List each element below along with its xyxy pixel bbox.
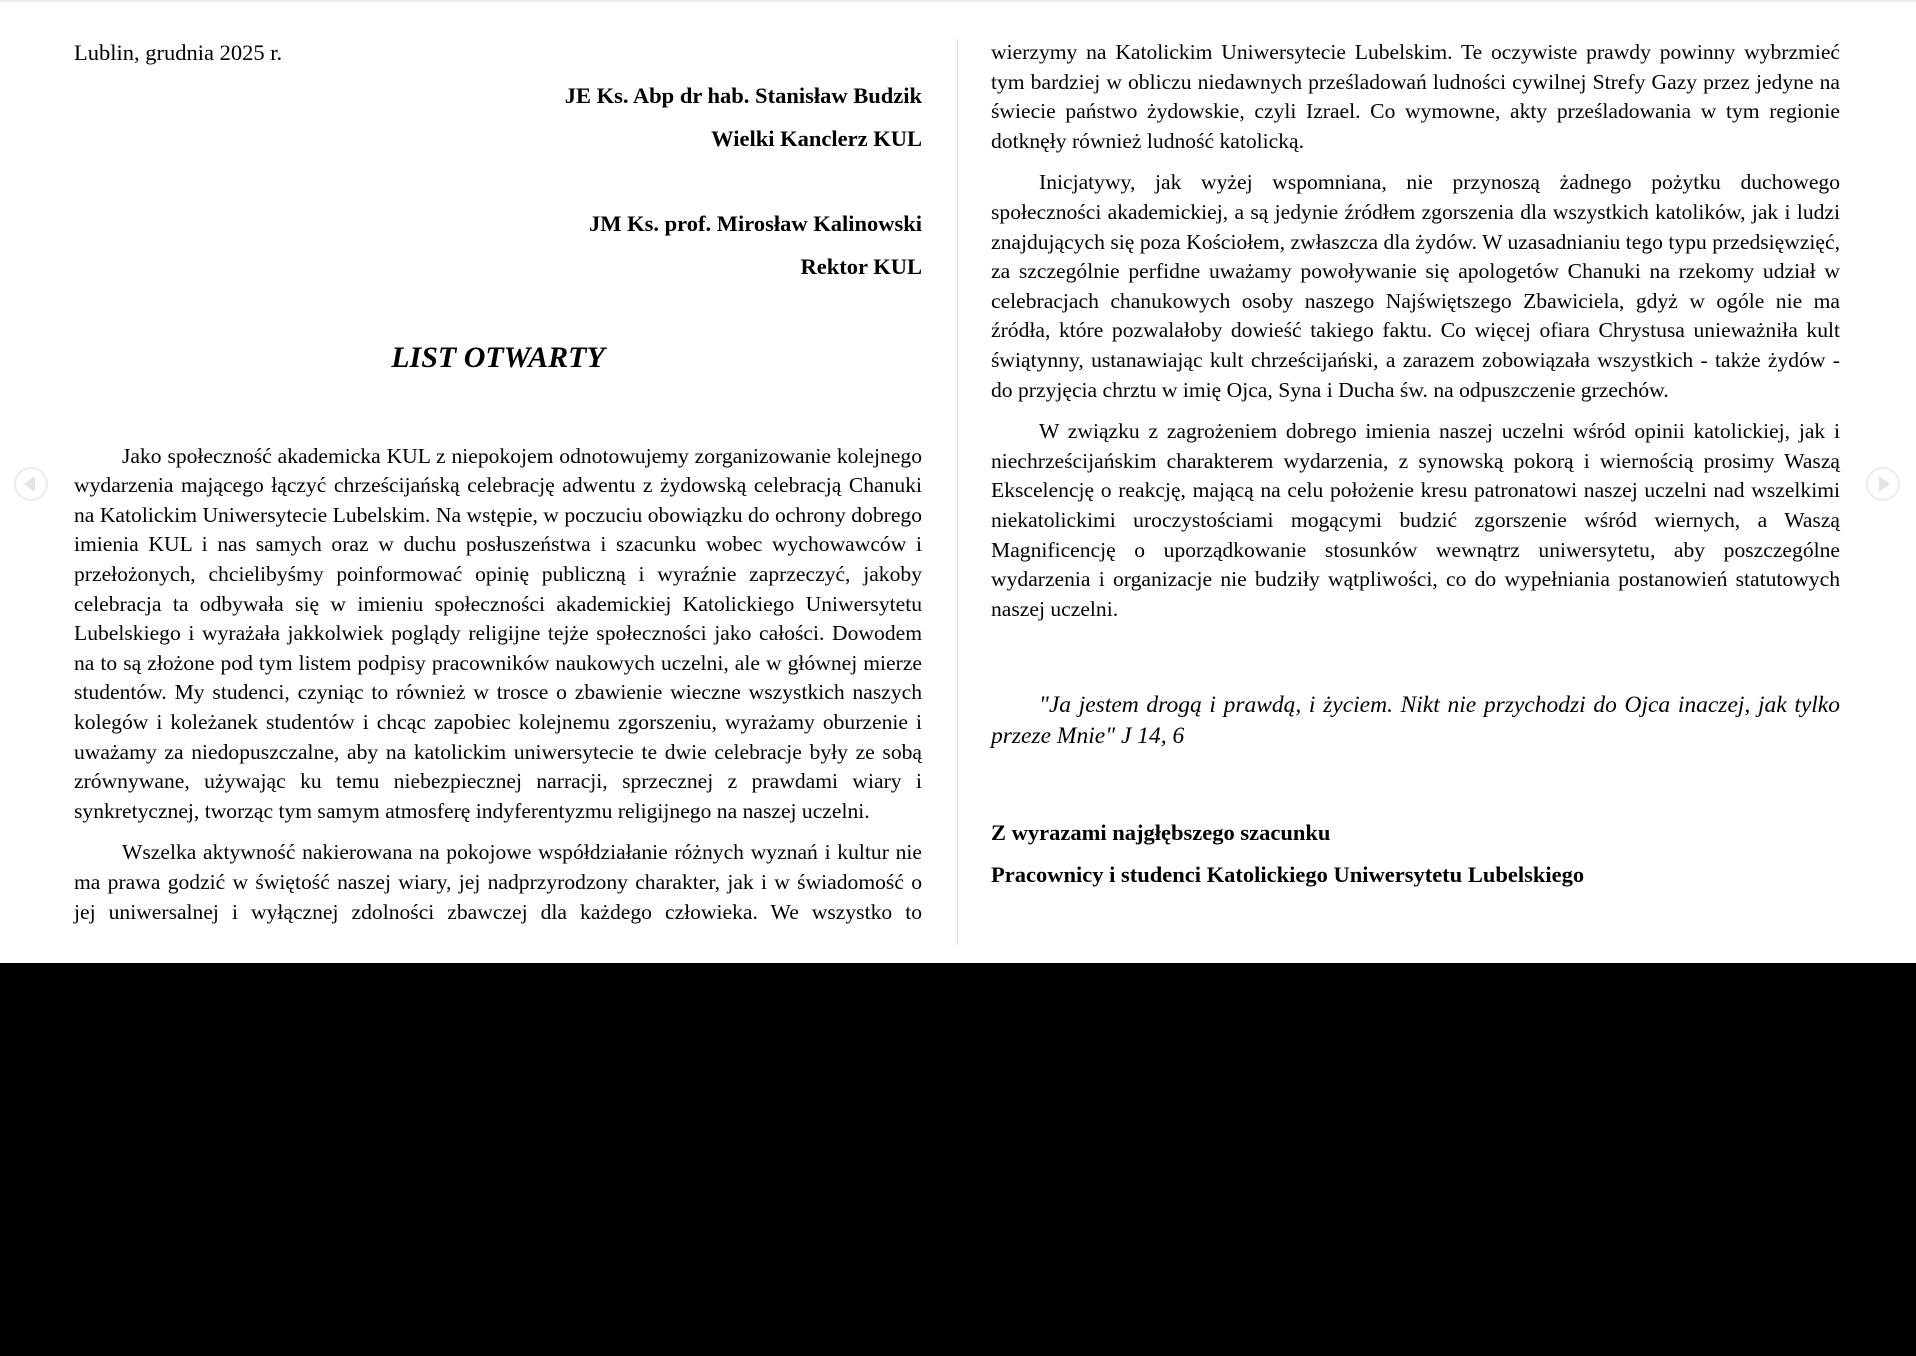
bible-quote: "Ja jestem drogą i prawdą, i życiem. Nikt nie przychodzi do Ojca inaczej, jak tylko przeze Mnie" J 14, 6 <box>991 692 1840 750</box>
addressee-1-role: Wielki Kanclerz KUL <box>711 125 922 151</box>
signature: Pracownicy i studenci Katolickiego Uniwersytetu Lubelskiego <box>991 862 1585 888</box>
addressee-2-name: JM Ks. prof. Mirosław Kalinowski <box>589 210 922 236</box>
next-page-button[interactable] <box>1866 467 1900 501</box>
chevron-right-icon <box>1879 476 1890 492</box>
letter-title: LIST OTWARTY <box>391 340 605 374</box>
paragraph: Wszelka aktywność nakierowana na pokojowe współdziałanie różnych wyznań i kultur nie ma prawa godzić w świętość naszej wiary, jej nadprzyrodzony charakter, jak i w świadomość o jej uniwersalnej i wyłącznej zdolności zbawczej dla każdego człowieka. We wszystko to <box>74 840 922 924</box>
closing-phrase: Z wyrazami najgłębszego szacunku <box>991 820 1331 846</box>
left-page <box>74 38 922 927</box>
right-page <box>991 38 1840 889</box>
letter-date: Lublin, grudnia 2025 r. <box>74 40 283 65</box>
empty-background-area <box>0 963 1916 1356</box>
paragraph: Jako społeczność akademicka KUL z niepokojem odnotowujemy zorganizowanie kolejnego wydarzenia mającego łączyć chrześcijańską celebrację adwentu z żydowską celebracją Chanuki na Katolickim Uniwersytecie Lubelskim. Na wstępie, w poczuciu obowiązku do ochrony dobrego imienia KUL i nas samych oraz w duchu posłuszeństwa i szacunku wobec wychowawców i przełożonych, chcielibyśmy poinformować opinię publiczną i wyraźnie zaprzeczyć, jakoby celebracja ta odbywała się w imieniu społeczności akademickiej Katolickiego Uniwersytetu Lubelskiego i wyrażała jakkolwiek poglądy religijne tejże społeczności jako całości. Dowodem na to są złożone pod tym listem podpisy pracowników naukowych uczelni, ale w głównej mierze studentów. My studenci, czyniąc to również w trosce o zbawienie wieczne wszystkich naszych kolegów i koleżanek studentów i chcąc zapobiec kolejnemu zgorszeniu, wyrażamy oburzenie i uważamy za niedopuszczalne, aby na katolickim uniwersytecie te dwie celebracje były ze sobą zrównywane, używając ku temu niebezpiecznej narracji, sprzecznej z prawdami wiary i synkretycznej, tworząc tym samym atmosferę indyferentyzmu religijnego na naszej uczelni. <box>74 443 922 823</box>
addressee-2-role: Rektor KUL <box>800 253 922 279</box>
paragraph-continuation: wierzymy na Katolickim Uniwersytecie Lubelskim. Te oczywiste prawdy powinny wybrzmieć tym bardziej w obliczu niedawnych prześladowań ludności cywilnej Strefy Gazy przez jedyne na świecie państwo żydowskie, czyli Izrael. Co wymowne, akty prześladowania w tym regionie dotknęły również ludność katolicką. <box>991 40 1840 153</box>
page-divider <box>957 39 958 945</box>
chevron-left-icon <box>24 476 35 492</box>
previous-page-button[interactable] <box>14 467 48 501</box>
paragraph: Inicjatywy, jak wyżej wspomniana, nie przynoszą żadnego pożytku duchowego społeczności akademickiej, a są jedynie źródłem zgorszenia dla wszystkich katolików, jak i ludzi znajdujących się poza Kościołem, zwłaszcza dla żydów. W uzasadnianiu tego typu przedsięwzięć, za szczególnie perfidne uważamy powoływanie się apologetów Chanuki na rzekomy udział w celebracjach chanukowych osoby naszego Najświętszego Zbawiciela, gdyż w ogóle nie ma źródła, które pozwalałoby dowieść takiego faktu. Co więcej ofiara Chrystusa unieważniła kult świątynny, ustanawiając kult chrześcijański, a zarazem zobowiązała wszystkich - także żydów - do przyjęcia chrztu w imię Ojca, Syna i Ducha św. na odpuszczenie grzechów. <box>991 170 1840 402</box>
paragraph: W związku z zagrożeniem dobrego imienia naszej uczelni wśród opinii katolickiej, jak i niechrześcijańskim charakterem wydarzenia, z synowską pokorą i wiernością prosimy Waszą Ekscelencję o reakcję, mającą na celu położenie kresu patronatowi naszej uczelni nad wszelkimi niekatolickimi uroczystościami mogącymi budzić zgorszenie wśród wiernych, a Waszą Magnificencję o uporządkowanie stosunków wewnątrz uniwersytetu, aby poszczególne wydarzenia i organizacje nie budziły wątpliwości, co do wypełniania postanowień statutowych naszej uczelni. <box>991 419 1840 621</box>
addressee-1-name: JE Ks. Abp dr hab. Stanisław Budzik <box>564 82 922 108</box>
